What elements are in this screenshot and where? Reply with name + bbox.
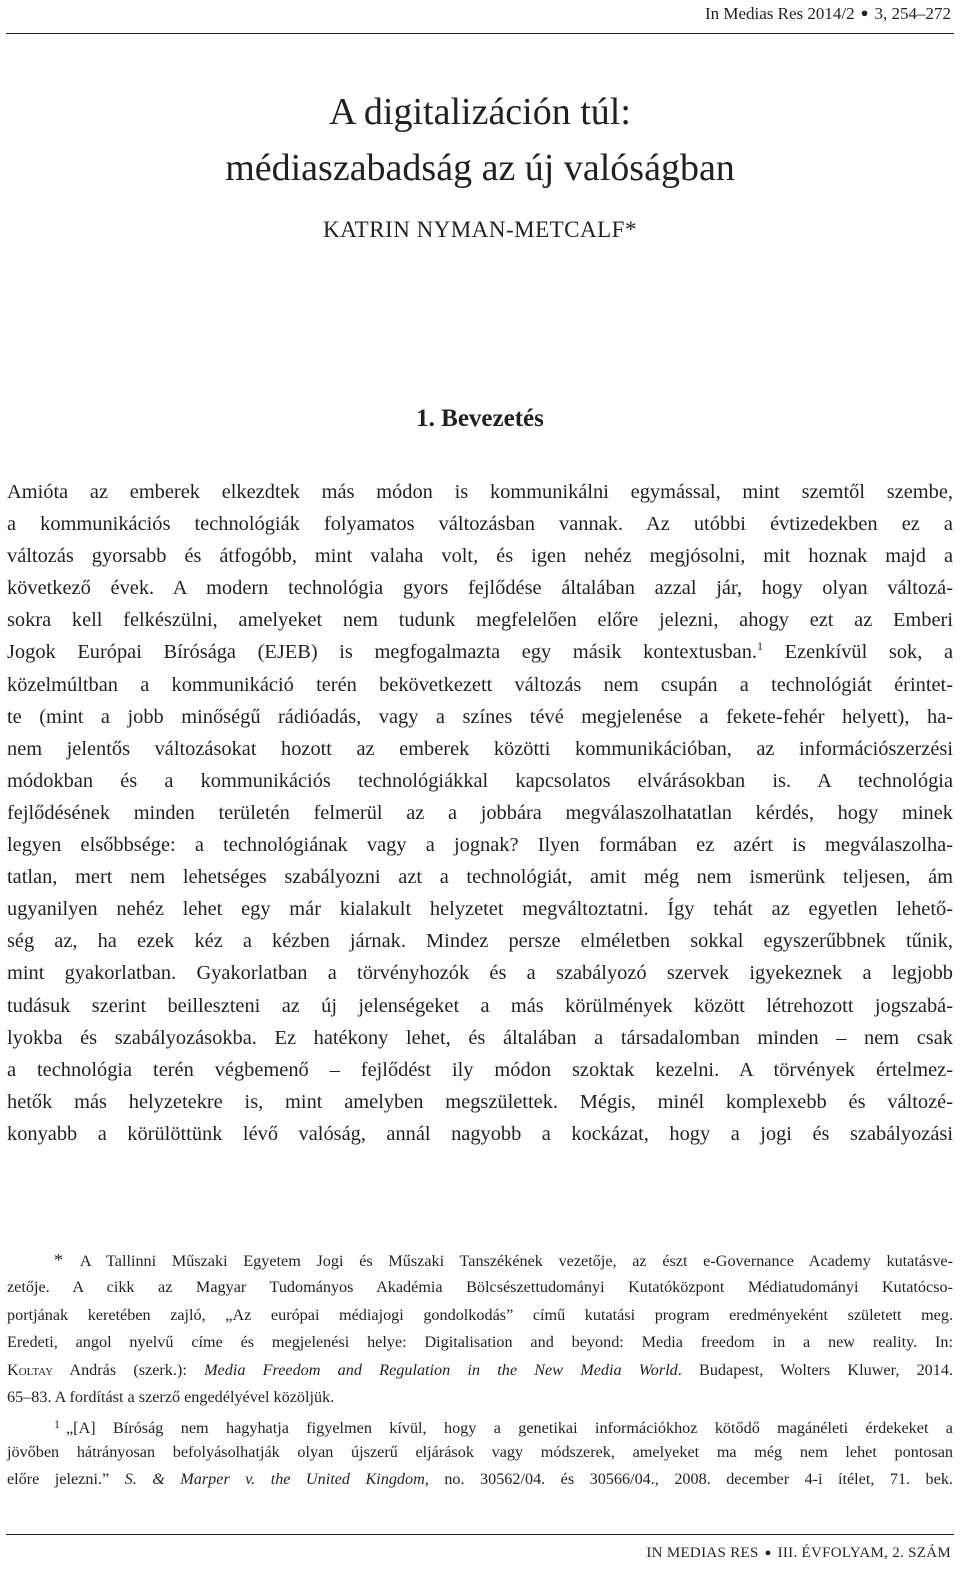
- body-line: fejlődésének minden területén felmerül az a jobbára megválaszolhatatlan kérdés, hogy minek: [7, 801, 953, 824]
- book-tail: . Budapest, Wolters Kluwer, 2014.: [677, 1360, 954, 1379]
- footnote-star-line: 65–83. A fordítást a szerző engedélyével közöljük.: [7, 1387, 335, 1406]
- author-name: KATRIN NYMAN-METCALF*: [323, 217, 637, 242]
- article-title: [0, 84, 960, 196]
- editor-rest: András (szerk.):: [53, 1360, 205, 1379]
- title-line-1: A digitalizáción túl:: [329, 91, 631, 133]
- body-line: legyen elsőbbsége: a technológiának vagy a jognak? Ilyen formában ez azért is megválaszolha-: [7, 834, 953, 857]
- footnote-1-line: [7, 1411, 953, 1438]
- body-line: sokra kell felkészülni, amelyeket nem tudunk megfelelően előre jelezni, ahogy ezt az Emberi: [7, 609, 953, 632]
- body-line: tatlan, mert nem lehetséges szabályozni azt a technológiát, amit még nem ismerünk teljesen, ám: [7, 866, 953, 889]
- footnote-star-mark: *: [54, 1250, 63, 1270]
- footnote-reference[interactable]: 1: [757, 639, 763, 654]
- footer-volume: III. ÉVFOLYAM, 2. SZÁM: [777, 1545, 951, 1561]
- editor-surname: Koltay: [7, 1360, 54, 1379]
- body-line: konyabb a körülöttünk lévő valóság, annál nagyobb a kockázat, hogy a jogi és szabályozási: [7, 1122, 953, 1145]
- book-title: Media Freedom and Regulation in the New Media World: [204, 1360, 678, 1379]
- body-line: módokban és a kommunikációs technológiákkal kapcsolatos elvárásokban is. A technológia: [7, 769, 953, 792]
- footnote-1-line: [7, 1466, 953, 1493]
- body-line: ugyanilyen nehéz lehet egy már kialakult helyzetet megváltoztatni. Így tehát az egyetlen lehető-: [7, 898, 953, 921]
- case-name: S. & Marper v. the United Kingdom: [124, 1470, 425, 1489]
- running-head: [705, 4, 951, 24]
- page-range: 3, 254–272: [874, 4, 951, 23]
- footnote-star-line: portjának keretében zajló, „Az európai médiajogi gondolkodás” című kutatási program eredményeként született meg.: [7, 1305, 953, 1324]
- footnote-star-line: [7, 1357, 953, 1384]
- footnote-1-number: 1: [54, 1417, 60, 1432]
- body-line: ség az, ha ezek kéz a kézben járnak. Mindez persze elméletben sokkal egyszerűbbnek tűnik,: [7, 930, 953, 953]
- body-line: a kommunikációs technológiák folyamatos változásban vannak. Az utóbbi évtizedekben ez a: [7, 513, 953, 536]
- body-line: a technológia terén végbemenő – fejlődést ily módon szoktak kezelni. A törvények értelmez-: [7, 1058, 953, 1081]
- body-line: te (mint a jobb minőségű rádióadás, vagy a színes tévé megjelenése a fekete-fehér helyett), ha-: [7, 705, 953, 728]
- footnote-text: „[A] Bíróság nem hagyhatja figyelmen kívül, hogy a genetikai információkhoz kötődő magánéleti érdekeket a: [66, 1419, 953, 1438]
- body-line: [7, 636, 953, 668]
- body-line: következő évek. A modern technológia gyors fejlődése általában azzal jár, hogy olyan változá-: [7, 577, 953, 600]
- running-foot: [646, 1545, 951, 1562]
- title-line-2: médiaszabadság az új valóságban: [225, 147, 735, 189]
- footnote-star-line: Eredeti, angol nyelvű címe és megjelenési helye: Digitalisation and beyond: Media freedom in a new reality. In:: [7, 1333, 953, 1352]
- header-rule: [6, 33, 954, 34]
- footnote-1-line: jövőben hátrányosan befolyásolhatják olyan újszerű eljárások vagy módszerek, amelyeket ma még nem lehet pontosan: [7, 1442, 953, 1461]
- body-line: változás gyorsabb és átfogóbb, mint valaha volt, és igen nehéz megjósolni, mit hoznak majd a: [7, 545, 953, 568]
- body-line: mint gyakorlatban. Gyakorlatban a törvényhozók és a szabályozó szervek igyekeznek a legjobb: [7, 962, 953, 985]
- footnote-text: előre jelezni.”: [7, 1470, 125, 1489]
- footnote-text: A Tallinni Műszaki Egyetem Jogi és Műszaki Tanszékének vezetője, az észt e-Governance Academy kutatásve-: [79, 1252, 954, 1270]
- bullet-separator: ●: [860, 5, 869, 20]
- journal-issue: In Medias Res 2014/2: [704, 4, 855, 23]
- footnote-star-line: zetője. A cikk az Magyar Tudományos Akadémia Bölcsészettudományi Kutatóközpont Médiatudományi Kutatócso-: [7, 1278, 953, 1297]
- body-line: tudásuk szerint beilleszteni az új jelenségeket a más körülmények között létrehozott jogszabá-: [7, 994, 953, 1017]
- footer-rule: [6, 1534, 954, 1535]
- footnotes: [7, 1247, 953, 1494]
- body-line: hetők más helyzetekre is, mint amelyben megszülettek. Mégis, minél komplexebb és változé-: [7, 1090, 953, 1113]
- body-line-text: Jogok Európai Bírósága (EJEB) is megfogalmazta egy másik kontextusban.: [7, 641, 757, 664]
- body-line: nem jelentős változásokat hozott az emberek közötti kommunikációban, az információszerzési: [7, 737, 953, 760]
- footer-journal: IN MEDIAS RES: [646, 1545, 759, 1561]
- section-heading: 1. Bevezetés: [416, 405, 544, 432]
- body-line: lyokba és szabályozásokba. Ez hatékony lehet, és általában a társadalomban minden – nem csak: [7, 1026, 953, 1049]
- footnote-text: , no. 30562/04. és 30566/04., 2008. december 4-i ítélet, 71. bek.: [424, 1470, 953, 1489]
- footnote-star-line: [7, 1247, 953, 1274]
- body-text: [7, 476, 953, 1150]
- body-line-tail: Ezenkívül sok, a: [763, 641, 954, 664]
- body-line: közelmúltban a kommunikáció terén bekövetkezett változás nem csupán a technológiát érintet-: [7, 673, 953, 696]
- body-line: Amióta az emberek elkezdtek más módon is kommunikálni egymással, mint szemtől szembe,: [7, 481, 953, 503]
- bullet-separator: ●: [764, 1547, 772, 1559]
